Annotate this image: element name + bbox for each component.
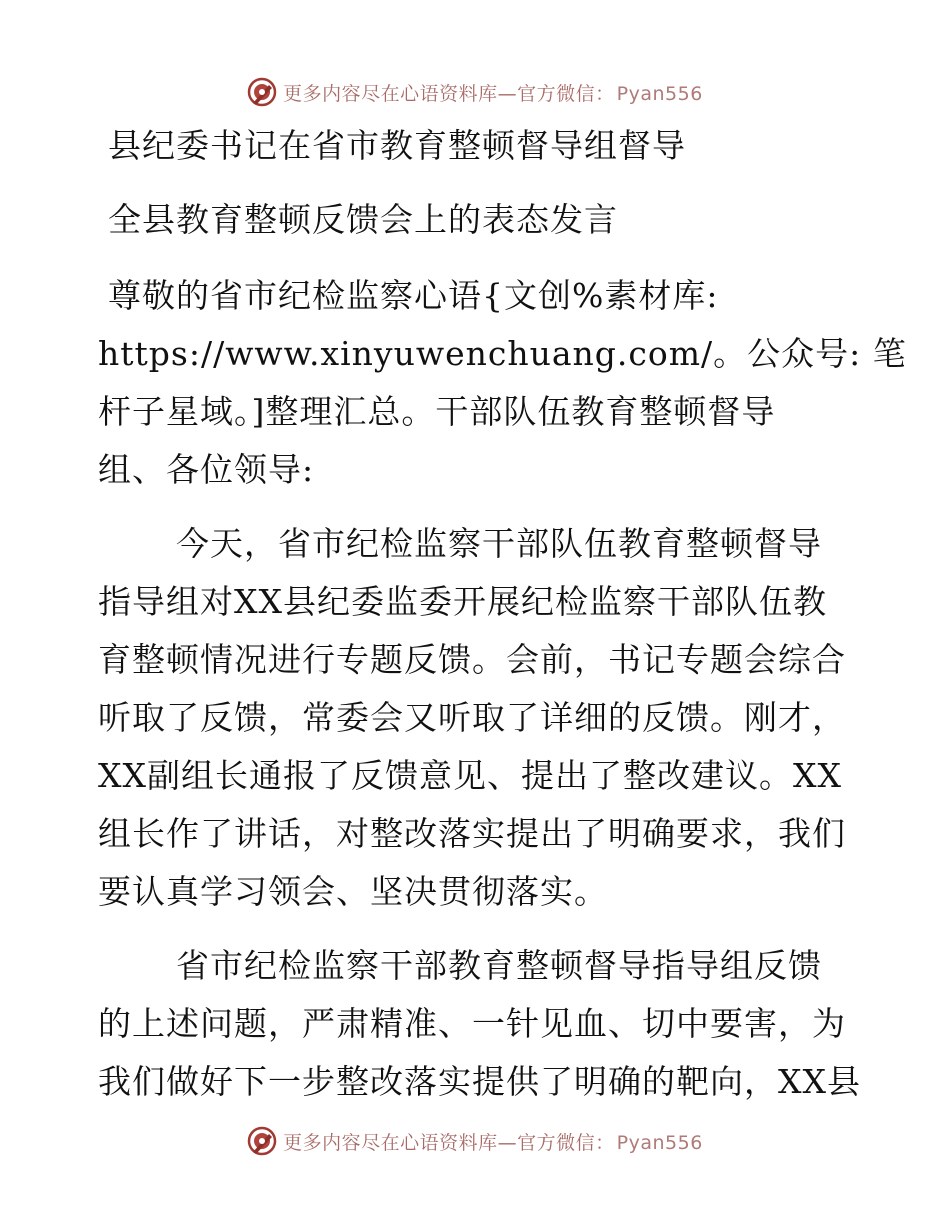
paragraph-2-line: 省市纪检监察干部教育整顿督导指导组反馈	[176, 946, 822, 985]
paragraph-1-line: XX副组长通报了反馈意见、提出了整改建议。XX	[98, 756, 842, 795]
header-banner-text: 更多内容尽在心语资料库—官方微信： Pyan556	[283, 82, 703, 105]
salutation-line: 组、各位领导:	[98, 450, 315, 489]
header-banner-account: Pyan556	[616, 82, 703, 105]
header-banner	[0, 72, 950, 112]
paragraph-1-line: 今天，省市纪检监察干部队伍教育整顿督导	[176, 524, 822, 563]
paragraph-1-line: 指导组对XX县纪委监委开展纪检监察干部队伍教	[98, 582, 827, 621]
paragraph-1-line: 听取了反馈，常委会又听取了详细的反馈。刚才，	[98, 698, 846, 737]
document-title-line-2: 全县教育整顿反馈会上的表态发言	[108, 200, 618, 239]
footer-banner	[0, 1121, 950, 1161]
paragraph-1-line: 组长作了讲话，对整改落实提出了明确要求，我们	[98, 814, 846, 853]
paragraph-1-line: 要认真学习领会、坚决贯彻落实。	[98, 872, 608, 911]
paragraph-2-line: 我们做好下一步整改落实提供了明确的靶向，XX县	[98, 1062, 861, 1101]
salutation-line: 杆子星域。]整理汇总。干部队伍教育整顿督导	[98, 392, 776, 431]
paragraph-1-line: 育整顿情况进行专题反馈。会前，书记专题会综合	[98, 640, 846, 679]
pen-logo-icon	[247, 1126, 277, 1156]
paragraph-2-line: 的上述问题，严肃精准、一针见血、切中要害，为	[98, 1004, 846, 1043]
document-title-line-1: 县纪委书记在省市教育整顿督导组督导	[108, 126, 686, 165]
salutation-line: 尊敬的省市纪检监察心语{文创%素材库:	[108, 276, 719, 315]
salutation-line: https://www.xinyuwenchuang.com/。公众号: 笔	[98, 334, 907, 373]
footer-banner-account: Pyan556	[616, 1131, 703, 1154]
footer-banner-text: 更多内容尽在心语资料库—官方微信： Pyan556	[283, 1131, 703, 1154]
pen-logo-icon	[247, 77, 277, 107]
